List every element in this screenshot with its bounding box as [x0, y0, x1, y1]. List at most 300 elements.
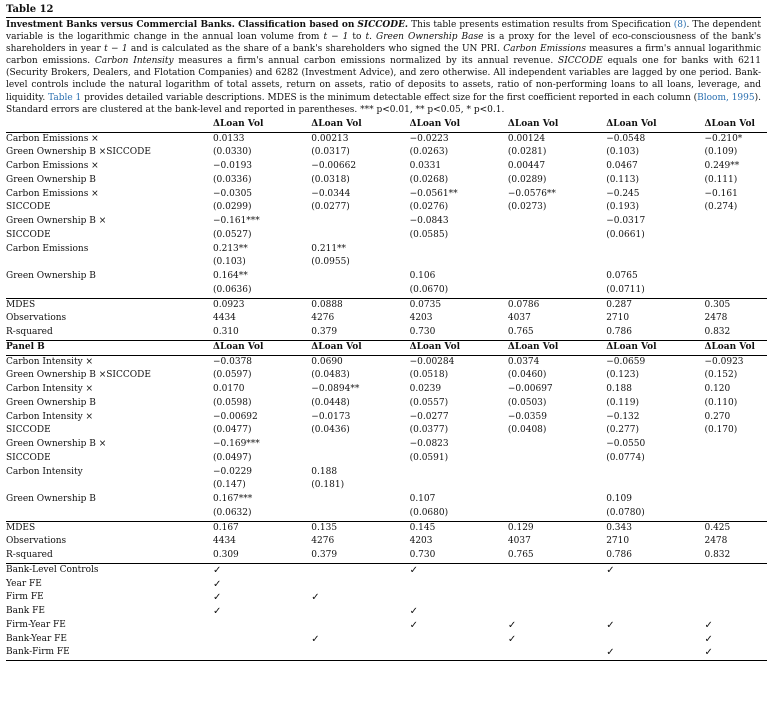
caption-math: t − 1	[323, 32, 349, 43]
stat-cell: 0.786	[606, 550, 632, 560]
column-header: ΔLoan Vol	[704, 340, 767, 355]
coefficient-cell: (0.0518)	[409, 370, 449, 381]
check-cell	[606, 578, 704, 592]
row-label: Bank-Level Controls	[6, 563, 213, 577]
coefficient-cell	[410, 243, 508, 257]
coefficient-cell: (0.0263)	[409, 147, 449, 158]
coefficient-cell: −0.0823	[409, 439, 449, 449]
stat-cell: 0.305	[704, 298, 767, 312]
coefficient-cell: 0.0170	[213, 384, 245, 394]
column-header: ΔLoan Vol	[508, 340, 606, 355]
check-cell	[213, 646, 311, 660]
row-label: MDES	[6, 521, 213, 535]
stat-cell: 0.145	[410, 521, 508, 535]
controls-row	[6, 563, 767, 577]
table-row	[6, 383, 767, 397]
stat-cell: 0.167	[213, 521, 311, 535]
coefficient-cell: −0.245	[606, 188, 640, 199]
coefficient-cell: (0.113)	[606, 174, 639, 185]
row-label: Firm-Year FE	[6, 619, 66, 630]
coefficient-cell: −0.0659	[606, 356, 646, 367]
coefficient-cell: (0.193)	[606, 202, 639, 213]
check-cell: ✓	[409, 606, 418, 617]
coefficient-cell	[410, 466, 508, 480]
check-cell	[508, 646, 606, 660]
coefficient-cell: (0.0268)	[409, 174, 449, 185]
caption-term: Carbon Emissions	[503, 44, 586, 55]
coefficient-cell: (0.0273)	[507, 202, 547, 213]
coefficient-cell: −0.0277	[409, 411, 449, 422]
check-cell: ✓	[213, 578, 222, 590]
row-label: Carbon Emissions	[6, 243, 89, 254]
table-row	[6, 215, 767, 229]
coefficient-cell: −0.0223	[409, 133, 449, 144]
coefficient-cell	[704, 493, 767, 507]
stats-row	[6, 326, 767, 340]
row-label: Green Ownership B ×SICCODE	[6, 370, 151, 381]
coefficient-cell: −0.0229	[213, 466, 253, 477]
row-label: Green Ownership B	[6, 494, 96, 504]
row-label: SICCODE	[6, 202, 51, 213]
coefficient-cell	[704, 479, 767, 493]
coefficient-cell: (0.0377)	[409, 425, 449, 436]
coefficient-cell: 0.0331	[409, 161, 442, 171]
coefficient-cell: (0.277)	[606, 425, 639, 436]
stats-row	[6, 549, 767, 563]
check-cell: ✓	[704, 633, 713, 645]
check-cell: ✓	[213, 563, 311, 577]
coefficient-cell: −0.0305	[213, 188, 253, 199]
coefficient-cell: (0.0330)	[213, 147, 252, 158]
coefficient-cell: (0.0281)	[507, 147, 547, 158]
top-rule	[6, 17, 761, 18]
column-header: ΔLoan Vol	[410, 118, 508, 132]
coefficient-cell	[508, 229, 606, 243]
stat-cell: 4276	[311, 313, 335, 324]
coefficient-cell	[311, 438, 409, 452]
stat-cell: 2710	[606, 313, 630, 324]
check-cell: ✓	[311, 592, 320, 604]
stats-row	[6, 298, 767, 312]
coefficient-cell	[508, 284, 606, 298]
stat-cell: 0.0786	[508, 298, 606, 312]
coefficient-cell: (0.0460)	[507, 370, 547, 381]
check-cell	[410, 578, 508, 592]
coefficient-cell	[704, 466, 767, 480]
coefficient-cell: −0.0923	[704, 356, 744, 367]
row-label: R-squared	[6, 550, 53, 560]
coefficient-cell: (0.0711)	[606, 284, 645, 295]
column-header: ΔLoan Vol	[606, 340, 704, 355]
stat-cell: 0.309	[213, 550, 239, 560]
header-row	[6, 118, 767, 132]
coefficient-cell: (0.0497)	[213, 452, 252, 463]
check-cell: ✓	[409, 619, 418, 631]
coefficient-cell: 0.107	[409, 494, 436, 504]
caption-text: is a proxy for the level of eco-consciousness of the bank's shareholders in year	[6, 32, 761, 55]
coefficient-cell: 0.109	[606, 494, 632, 504]
caption-text: . The dependent variable is the logarithmic change in the annual loan volume from	[6, 20, 761, 43]
coefficient-cell	[410, 479, 508, 493]
stat-cell: 0.832	[704, 327, 731, 337]
coefficient-cell: (0.103)	[606, 147, 639, 158]
coefficient-cell	[704, 270, 767, 284]
column-header: ΔLoan Vol	[213, 118, 311, 132]
stat-cell: 4434	[213, 536, 236, 547]
row-label: Observations	[6, 313, 67, 324]
row-label: Firm FE	[6, 592, 44, 603]
header-row	[6, 340, 767, 355]
stat-cell: 2710	[606, 536, 630, 547]
check-cell: ✓	[410, 563, 508, 577]
table-row	[6, 507, 767, 521]
stat-cell: 0.129	[508, 521, 606, 535]
row-label: SICCODE	[6, 425, 51, 436]
table-row	[6, 201, 767, 215]
row-label: Bank-Year FE	[6, 633, 67, 644]
row-label: Year FE	[6, 578, 42, 589]
coefficient-cell: −0.0576**	[507, 188, 556, 199]
stat-cell: 4434	[213, 313, 236, 324]
check-cell	[410, 633, 508, 647]
row-label: Green Ownership B	[6, 174, 96, 185]
check-cell: ✓	[213, 592, 222, 604]
row-label	[6, 284, 213, 298]
coefficient-cell: 0.213**	[213, 243, 248, 254]
coefficient-cell: (0.119)	[606, 397, 639, 408]
coefficient-cell: −0.0843	[409, 216, 449, 226]
table-row	[6, 284, 767, 298]
coefficient-cell	[704, 284, 767, 298]
coefficient-cell	[606, 243, 704, 257]
stat-cell: 0.343	[606, 521, 704, 535]
column-header: ΔLoan Vol	[606, 118, 704, 132]
coefficient-cell: (0.0632)	[213, 507, 252, 518]
row-label: MDES	[6, 298, 213, 312]
row-label	[6, 479, 213, 493]
check-cell	[410, 591, 508, 605]
coefficient-cell: −0.0378	[213, 356, 253, 367]
row-label: Green Ownership B ×	[6, 439, 107, 449]
row-label: Green Ownership B ×	[6, 216, 107, 226]
coefficient-cell: −0.210*	[704, 133, 743, 144]
check-cell: ✓	[704, 619, 713, 631]
coefficient-cell: (0.0336)	[213, 174, 252, 185]
stats-row	[6, 535, 767, 549]
stat-cell: 0.135	[311, 521, 409, 535]
coefficient-cell	[704, 452, 767, 466]
column-header: ΔLoan Vol	[311, 340, 409, 355]
row-label: Carbon Emissions ×	[6, 133, 99, 144]
column-header: ΔLoan Vol	[508, 118, 606, 132]
check-cell	[508, 563, 606, 577]
coefficient-cell: 0.270	[704, 411, 731, 422]
coefficient-cell	[606, 256, 704, 270]
coefficient-cell: −0.0344	[311, 188, 351, 199]
caption-math: t − 1	[104, 44, 128, 55]
coefficient-cell	[704, 438, 767, 452]
coefficient-cell: −0.0894**	[311, 384, 360, 394]
coefficient-cell	[508, 438, 606, 452]
coefficient-cell	[704, 507, 767, 521]
coefficient-cell: (0.103)	[213, 257, 246, 268]
caption-title-var: SICCODE.	[357, 20, 409, 30]
stat-cell: 0.0735	[410, 298, 508, 312]
coefficient-cell	[508, 243, 606, 257]
column-header: ΔLoan Vol	[213, 340, 311, 355]
caption-text: This table presents estimation results from Specification	[408, 20, 674, 30]
coefficient-cell: −0.00284	[409, 356, 455, 367]
stats-row	[6, 312, 767, 326]
coefficient-cell: −0.0550	[606, 439, 646, 449]
stat-cell: 4276	[311, 536, 335, 547]
check-cell: ✓	[704, 646, 767, 660]
bloom-link[interactable]: Bloom, 1995	[697, 92, 755, 103]
caption-math: t	[365, 32, 370, 43]
table-row	[6, 188, 767, 202]
table-row	[6, 256, 767, 270]
caption-term: SICCODE	[558, 56, 603, 67]
table-label: Table 12	[6, 4, 54, 15]
coefficient-cell: 0.106	[409, 271, 436, 281]
table-row	[6, 424, 767, 438]
coefficient-cell: (0.0289)	[507, 174, 547, 185]
coefficient-cell: (0.0636)	[213, 284, 252, 295]
caption-text: measures a firm's annual carbon emissions normalized by its annual revenue.	[173, 56, 559, 67]
caption-text: measures a firm's annual logarithmic carbon emissions.	[6, 44, 762, 67]
coefficient-cell: 0.0690	[311, 356, 343, 367]
controls-row	[6, 633, 767, 647]
coefficient-cell: 0.249**	[704, 161, 740, 171]
results-table	[6, 118, 767, 661]
coefficient-cell	[508, 479, 606, 493]
coefficient-cell: −0.161	[704, 188, 738, 199]
coefficient-cell	[508, 466, 606, 480]
row-label: Carbon Emissions ×	[6, 161, 99, 171]
coefficient-cell: 0.0765	[606, 271, 638, 281]
stat-cell: 4037	[507, 313, 531, 324]
coefficient-cell: −0.0561**	[409, 188, 458, 199]
coefficient-cell	[410, 256, 508, 270]
coefficient-cell: (0.0598)	[213, 397, 252, 408]
stat-cell: 0.0888	[311, 298, 409, 312]
check-cell	[704, 591, 767, 605]
coefficient-cell	[508, 256, 606, 270]
coefficient-cell: (0.0408)	[507, 425, 547, 436]
stat-cell: 0.379	[311, 550, 338, 560]
caption-term: Carbon Intensity	[94, 56, 174, 67]
coefficient-cell: 0.188	[311, 466, 338, 477]
coefficient-cell	[704, 229, 767, 243]
check-cell: ✓	[606, 619, 615, 631]
stat-cell: 0.425	[704, 521, 767, 535]
check-cell	[508, 605, 606, 619]
coefficient-cell: −0.00662	[311, 161, 357, 171]
coefficient-cell: (0.0276)	[409, 202, 449, 213]
coefficient-cell	[311, 229, 409, 243]
stat-cell: 0.287	[606, 298, 704, 312]
caption-text: and is calculated as the share of a bank's shareholders who signed the UN PRI.	[127, 44, 504, 55]
coefficient-cell: 0.0374	[507, 356, 540, 367]
coefficient-cell: 0.00447	[507, 161, 546, 171]
check-cell	[704, 578, 767, 592]
check-cell	[704, 605, 767, 619]
coefficient-cell	[704, 243, 767, 257]
coefficient-cell: (0.0503)	[507, 397, 547, 408]
caption-text: .	[369, 32, 376, 43]
coefficient-cell	[704, 256, 767, 270]
table-row	[6, 355, 767, 369]
check-cell	[213, 633, 311, 647]
table1-link[interactable]: Table 1	[48, 92, 82, 103]
coefficient-cell: (0.0483)	[311, 370, 350, 381]
stat-cell: 0.730	[409, 327, 436, 337]
table-row	[6, 243, 767, 257]
table-row	[6, 466, 767, 480]
panel-label: Panel B	[6, 340, 213, 355]
coefficient-cell: (0.152)	[704, 370, 738, 381]
coefficient-cell: 0.211**	[311, 243, 347, 254]
coefficient-cell: (0.0955)	[311, 257, 350, 268]
row-label: Carbon Intensity ×	[6, 411, 94, 422]
coefficient-cell: (0.0477)	[213, 425, 252, 436]
check-cell: ✓	[311, 633, 320, 645]
coefficient-cell	[508, 507, 606, 521]
coefficient-cell	[508, 270, 606, 284]
coefficient-cell: (0.0317)	[311, 147, 350, 158]
check-cell: ✓	[507, 619, 517, 631]
coefficient-cell: (0.109)	[704, 147, 738, 158]
coefficient-cell: 0.164**	[213, 271, 248, 281]
coefficient-cell: (0.0436)	[311, 425, 350, 436]
check-cell	[311, 578, 409, 592]
coefficient-cell	[606, 479, 704, 493]
coefficient-cell: 0.167***	[213, 494, 253, 504]
coefficient-cell: 0.0133	[213, 133, 245, 144]
coefficient-cell: (0.0299)	[213, 202, 252, 213]
stat-cell: 0.765	[507, 550, 534, 560]
row-label: Observations	[6, 536, 67, 547]
check-cell	[311, 646, 409, 660]
coefficient-cell	[311, 270, 409, 284]
controls-row	[6, 605, 767, 619]
coefficient-cell: (0.0774)	[606, 452, 645, 463]
coefficient-cell: 0.00124	[507, 133, 546, 144]
coefficient-cell: (0.0680)	[409, 507, 449, 518]
stat-cell: 0.0923	[213, 298, 311, 312]
row-label: Bank-Firm FE	[6, 646, 213, 660]
stat-cell: 0.765	[507, 327, 534, 337]
coefficient-cell: (0.0597)	[213, 370, 252, 381]
coefficient-cell: (0.0670)	[409, 284, 449, 295]
coefficient-cell: (0.0448)	[311, 397, 350, 408]
stat-cell: 0.832	[704, 550, 731, 560]
coefficient-cell: −0.0548	[606, 133, 646, 144]
stats-row	[6, 521, 767, 535]
caption-text: provides detailed variable descriptions. MDES is the minimum detectable effect size for the first coefficient reported in each column (	[81, 92, 698, 103]
row-label: R-squared	[6, 327, 53, 337]
coefficient-cell	[311, 452, 409, 466]
table-row	[6, 132, 767, 146]
row-label: Green Ownership B	[6, 397, 96, 408]
coefficient-cell	[508, 452, 606, 466]
coefficient-cell: (0.110)	[704, 397, 738, 408]
check-cell: ✓	[507, 633, 517, 645]
row-label	[6, 507, 213, 521]
coefficient-cell	[508, 493, 606, 507]
coefficient-cell: −0.0317	[606, 216, 646, 226]
column-header: ΔLoan Vol	[311, 118, 409, 132]
row-label: Green Ownership B	[6, 271, 96, 281]
caption-title: Investment Banks versus Commercial Banks. Classification based on	[6, 20, 355, 30]
stat-cell: 4203	[409, 313, 433, 324]
table-row	[6, 369, 767, 383]
check-cell	[508, 578, 606, 592]
spec-link[interactable]: (8)	[673, 20, 687, 30]
stat-cell: 0.310	[213, 327, 239, 337]
table-row	[6, 493, 767, 507]
check-cell: ✓	[606, 646, 704, 660]
controls-row	[6, 591, 767, 605]
coefficient-cell: −0.0359	[507, 411, 547, 422]
coefficient-cell: (0.0585)	[409, 229, 449, 240]
row-label: Carbon Intensity ×	[6, 356, 94, 367]
caption-text: to	[348, 32, 366, 43]
coefficient-cell	[311, 493, 409, 507]
coefficient-cell: −0.0193	[213, 161, 253, 171]
coefficient-cell: −0.169***	[213, 439, 260, 449]
table-caption	[6, 19, 761, 118]
row-label: SICCODE	[6, 229, 51, 240]
caption-text: equals one for banks with 6211 (Security Brokers, Dealers, and Flotation Companies) and 6282 (Investment Advice), and zero otherwise. All independent variables are lagged by one period. Bank-level controls include the natural logarithm of total assets, return on assets, ratio of deposits to assets, ratio of non-performing loans to all loans, leverage, and liquidity.	[6, 56, 761, 103]
check-cell	[213, 619, 311, 633]
coefficient-cell	[311, 215, 409, 229]
row-label: Carbon Intensity	[6, 466, 83, 477]
coefficient-cell	[606, 466, 704, 480]
row-label: Bank FE	[6, 606, 45, 616]
coefficient-cell: −0.132	[606, 411, 640, 422]
check-cell	[606, 591, 704, 605]
check-cell	[704, 563, 767, 577]
coefficient-cell: (0.0661)	[606, 229, 645, 240]
check-cell	[311, 563, 409, 577]
coefficient-cell: 0.00213	[311, 133, 349, 144]
coefficient-cell: −0.00692	[213, 411, 258, 422]
coefficient-cell	[508, 215, 606, 229]
controls-row	[6, 578, 767, 592]
table-row	[6, 452, 767, 466]
stat-cell: 4203	[409, 536, 433, 547]
coefficient-cell: (0.181)	[311, 480, 345, 491]
controls-row	[6, 619, 767, 633]
caption-term: Green Ownership Base	[376, 32, 484, 43]
table-row	[6, 146, 767, 160]
coefficient-cell: (0.111)	[704, 174, 738, 185]
row-label: Carbon Emissions ×	[6, 188, 99, 199]
table-row	[6, 397, 767, 411]
coefficient-cell: (0.274)	[704, 202, 738, 213]
coefficient-cell: (0.0277)	[311, 202, 350, 213]
check-cell	[606, 633, 704, 647]
check-cell	[606, 605, 704, 619]
row-label: Green Ownership B ×SICCODE	[6, 147, 151, 158]
coefficient-cell: −0.00697	[507, 384, 553, 394]
check-cell	[311, 605, 409, 619]
coefficient-cell: (0.0780)	[606, 507, 645, 518]
table-row	[6, 160, 767, 174]
row-label	[6, 256, 213, 270]
coefficient-cell: 0.0467	[606, 161, 638, 171]
